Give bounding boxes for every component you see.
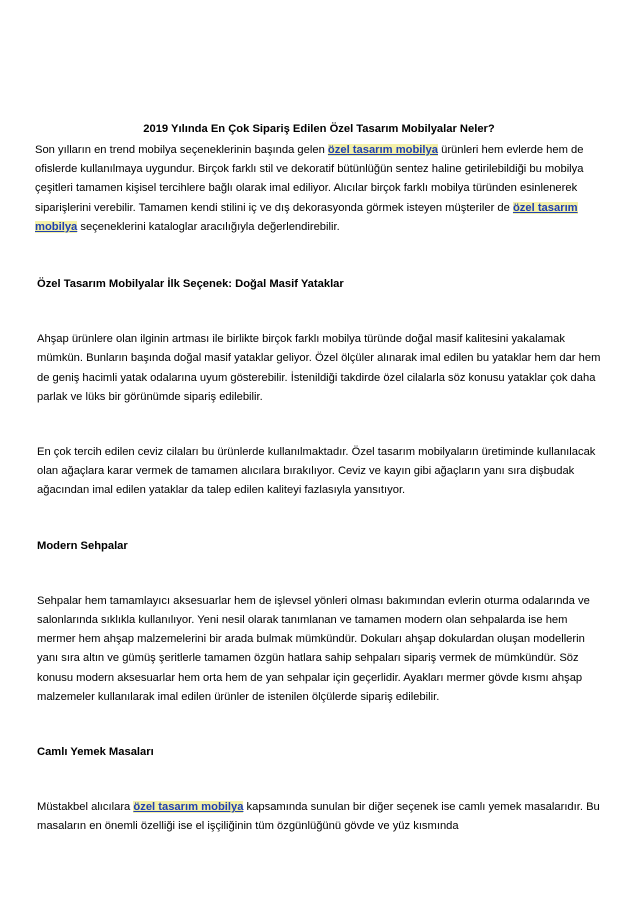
spacer xyxy=(35,501,603,537)
intro-text-3: seçeneklerini kataloglar aracılığıyla değerlendirebilir. xyxy=(77,220,340,233)
intro-text-1: Son yılların en trend mobilya seçeneklerinin başında gelen xyxy=(35,144,328,156)
intro-paragraph xyxy=(35,141,603,237)
spacer xyxy=(35,762,603,798)
spacer xyxy=(35,237,603,275)
section-heading-yataklar: Özel Tasarım Mobilyalar İlk Seçenek: Doğal Masif Yataklar xyxy=(37,278,344,291)
sehpalar-paragraph: Sehpalar hem tamamlayıcı aksesuarlar hem de işlevsel yönleri olması bakımından evlerin oturma odalarında ve salonlarında sıklıkla kullanılıyor. Yeni nesil olarak tanımlanan ve tamamen modern olan sehpalarda ise hem mermer hem ahşap malzemelerini bir arada bulmak mümkündür. Dokuları ahşap dokulardan oluşan modellerin yanı sıra altın ve gümüş şeritlerle tamamen özgün hatlara sahip sehpaları sipariş vermek de mümkündür. Söz konusu modern aksesuarlar hem orta hem de yan sehpalar için geçerlidir. Ayakları mermer gövde kısmı ahşap malzemeler kullanılarak imal edilen ürünler de istenilen ölçülerde sipariş edilebilir. xyxy=(37,594,590,703)
ozel-tasarim-mobilya-link-2[interactable]: özel tasarım mobilya xyxy=(35,201,578,233)
spacer xyxy=(35,294,603,330)
document-title: 2019 Yılında En Çok Sipariş Edilen Özel Tasarım Mobilyalar Neler? xyxy=(143,123,495,135)
section-heading-sehpalar: Modern Sehpalar xyxy=(37,539,128,552)
yemek-masalari-paragraph xyxy=(35,798,603,836)
document-page xyxy=(35,120,603,837)
yataklar-paragraph-2: En çok tercih edilen ceviz cilaları bu ürünlerde kullanılmaktadır. Özel tasarım mobilyaların üretiminde kullanılacak olan ağaçlara karar vermek de tamamen alıcılara bırakılıyor. Ceviz ve kayın gibi ağaçların yanı sıra dişbudak ağacından imal edilen yataklar da talep edilen kaliteyi fazlasıyla yansıtıyor. xyxy=(37,446,596,497)
yataklar-paragraph-1: Ahşap ürünlere olan ilginin artması ile birlikte birçok farklı mobilya türünde doğal masif kalitesini yakalamak mümkün. Bunların başında doğal masif yataklar geliyor. Özel ölçüler alınarak imal edilen bu yataklar hem dar hem de geniş hacimli yatak odalarına uyum gösterebilir. İstenildiği takdirde özel cilalarla söz konusu yataklar çok daha parlak ve lüks bir görünümde sipariş edilebilir. xyxy=(37,333,601,403)
ozel-tasarim-mobilya-link-1[interactable]: özel tasarım mobilya xyxy=(327,144,438,156)
ozel-tasarim-mobilya-link-3[interactable]: özel tasarım mobilya xyxy=(133,801,244,814)
yemek-text-1: Müstakbel alıcılara xyxy=(37,801,134,814)
spacer xyxy=(35,556,603,592)
spacer xyxy=(35,707,603,743)
spacer xyxy=(35,407,603,443)
yemek-text-2: kapsamında sunulan bir diğer seçenek ise camlı yemek masalarıdır. Bu masaların en önemli özelliği ise el işçiliğinin tüm özgünlüğünü gövde ve yüz kısmında xyxy=(37,801,600,833)
intro-text-2: ürünleri hem evlerde hem de ofislerde kullanılmaya uygundur. Birçok farklı stil ve dekoratif bütünlüğün sentez haline getirilebildiği bu mobilya çeşitleri tamamen kişisel tercihlere bağlı olarak imal ediliyor. Alıcılar birçok farklı mobilya türünden esinlenerek siparişlerini verebilir. Tamamen kendi stilini iç ve dış dekorasyonda görmek isteyen müşteriler de xyxy=(35,144,584,214)
section-heading-yemek-masalari: Camlı Yemek Masaları xyxy=(37,746,154,759)
